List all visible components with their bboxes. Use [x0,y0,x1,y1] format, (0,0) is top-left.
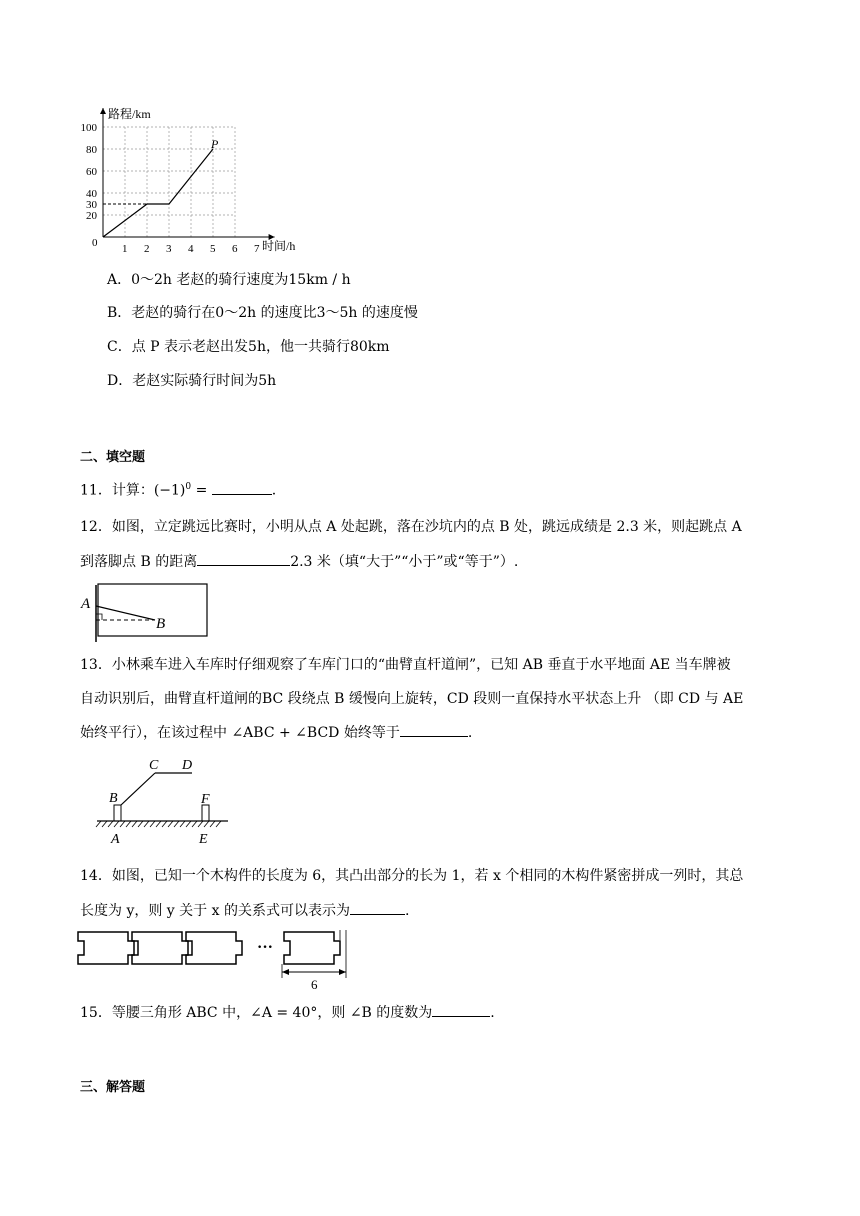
q13-line3-start: 始终平行），在该过程中 ∠ABC + ∠BCD 始终等于 [80,725,400,741]
hatch-mark [120,821,125,827]
q11-answer-blank[interactable] [212,480,272,495]
y-axis-arrow [100,108,106,114]
y-tick-label: 40 [86,188,97,200]
ellipsis-dots: ··· [257,939,274,956]
wood-pieces-figure [74,926,359,992]
x-tick-label: 4 [188,243,194,255]
question-14-line2 [80,900,409,921]
q12-line2-start: 到落脚点 B 的距离 [80,554,198,570]
fig-label-f: F [201,792,210,807]
hatch-mark [210,821,215,827]
q13-answer-blank[interactable] [400,722,468,737]
question-13-line2: 自动识别后，曲臂直杆道闸的BC 段绕点 B 缓慢向上旋转，CD 段则一直保持水平状态上升 （即 CD 与 AE [80,691,744,707]
point-p-label: P [211,137,219,151]
wood-pieces [78,932,340,964]
hatch-mark [150,821,155,827]
x-tick-label: 7 [254,243,260,255]
ground-hatch [96,821,221,827]
hatch-mark [108,821,113,827]
wood-piece [78,932,134,964]
x-tick-label: 6 [232,243,238,255]
barrier-gate-figure [95,755,235,850]
option-d: D．老赵实际骑行时间为5h [107,373,277,389]
hatch-mark [156,821,161,827]
hatch-mark [198,821,203,827]
hatch-mark [138,821,143,827]
option-b: B．老赵的骑行在0～2h 的速度比3～5h 的速度慢 [107,305,418,321]
q14-line2-end: . [404,903,410,919]
fig-point-b: B [156,616,166,632]
q15-text: 15．等腰三角形 ABC 中，∠A = 40°，则 ∠B 的度数为 [80,1005,433,1021]
q11-end: . [271,482,277,499]
hatch-mark [102,821,107,827]
wood-piece [284,932,340,964]
y-tick-label: 30 [86,199,97,211]
y-tick-label: 100 [80,122,97,134]
q12-answer-blank[interactable] [197,551,290,566]
fig-label-e: E [199,832,208,847]
fig-label-b: B [109,791,118,806]
hatch-mark [144,821,149,827]
question-12-line1: 12．如图，立定跳远比赛时，小明从点 A 处起跳，落在沙坑内的点 B 处，跳远成绩是 2.3 米，则起跳点 A [80,519,742,535]
hatch-mark [168,821,173,827]
hatch-mark [174,821,179,827]
q11-exponent: 0 [185,482,192,492]
hatch-mark [186,821,191,827]
q15-answer-blank[interactable] [432,1002,490,1017]
question-13-line1: 13．小林乘车进入车库时仔细观察了车库门口的“曲臂直杆道闸”，已知 AB 垂直于水平地面 AE 当车牌被 [80,657,731,673]
option-c: C．点 P 表示老赵出发5h，他一共骑行80km [107,339,390,355]
q12-line2-end: 2.3 米（填“大于”“小于”或“等于”）. [290,554,519,570]
wood-piece [132,932,188,964]
q11-expr: (−1) [153,482,186,499]
x-axis-label: 时间/h [262,239,296,253]
hatch-mark [192,821,197,827]
x-tick-label: 3 [166,243,172,255]
question-15 [80,1002,495,1023]
question-11 [80,477,276,501]
question-13-line3 [80,722,472,743]
option-a: A．0～2h 老赵的骑行速度为15km / h [107,272,351,288]
distance-time-chart [70,100,310,260]
hatch-mark [216,821,221,827]
y-tick-label: 20 [86,210,97,222]
x-tick-label: 5 [210,243,216,255]
question-14-line1: 14．如图，已知一个木构件的长度为 6，其凸出部分的长为 1，若 x 个相同的木构件紧密拼成一列时，其总 [80,868,744,884]
hatch-mark [132,821,137,827]
hatch-mark [162,821,167,827]
fig-label-d: D [182,758,193,773]
hatch-mark [96,821,101,827]
hatch-mark [114,821,119,827]
hatch-mark [204,821,209,827]
section-title-fill-blank: 二、填空题 [80,450,146,465]
y-tick-label: 80 [86,144,97,156]
wood-piece [186,932,242,964]
chart-ticks [81,122,261,255]
fig-label-a: A [111,832,120,847]
q14-answer-blank[interactable] [350,900,405,915]
y-axis-label: 路程/km [108,107,151,121]
q13-line3-end: . [467,725,473,741]
question-12-line2 [80,551,518,572]
x-tick-label: 2 [144,243,150,255]
q15-end: . [490,1005,495,1021]
q11-equals: = [195,482,208,499]
fig-point-a: A [81,596,91,612]
y-tick-label: 60 [86,166,97,178]
long-jump-figure [78,580,213,642]
q14-line2-start: 长度为 y，则 y 关于 x 的关系式可以表示为 [80,903,350,919]
x-tick-label: 1 [122,243,128,255]
fig-label-c: C [149,758,159,773]
q11-prefix: 11．计算： [80,482,154,499]
origin-label: 0 [92,237,98,249]
section-title-answer: 三、解答题 [80,1080,146,1095]
hatch-mark [126,821,131,827]
hatch-mark [180,821,185,827]
length-label: 6 [311,977,318,992]
